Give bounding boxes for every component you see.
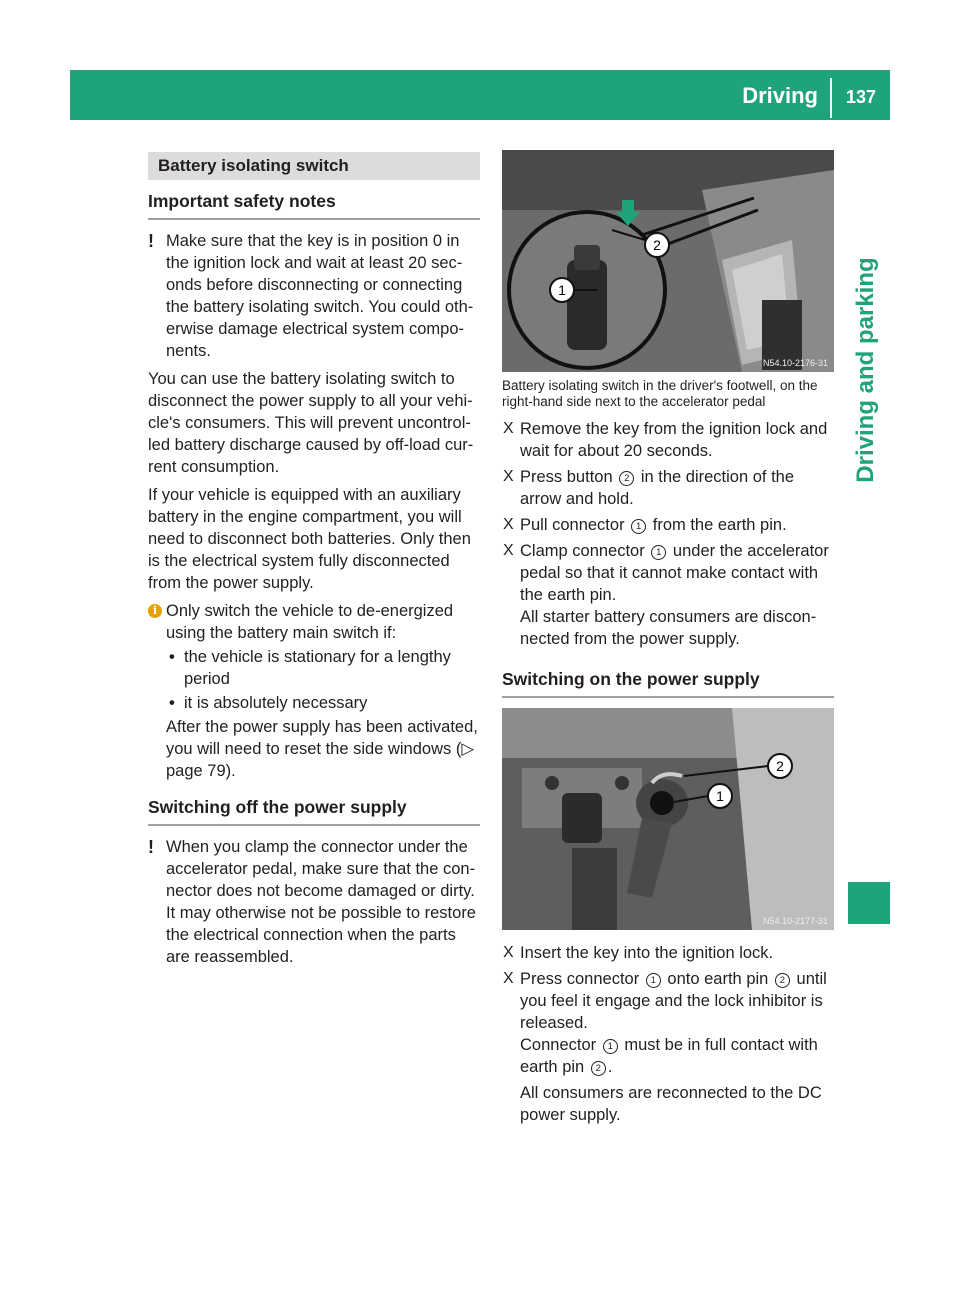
callout-marker: 1 (603, 1039, 618, 1054)
header-title: Driving (742, 83, 818, 108)
instruction-step: X Insert the key into the ignition lock. (503, 944, 774, 962)
page-header (70, 70, 890, 120)
callout-marker: 2 (591, 1061, 606, 1076)
chapter-tab-label: Driving and parking (852, 257, 879, 483)
instruction-step: X Press button 2 in the direction of the arrow and hold. (503, 468, 795, 508)
image-code: N54.10-2177-31 (762, 916, 828, 926)
warning-icon: ! (148, 231, 154, 251)
callout-marker: 2 (619, 471, 634, 486)
subheading-safety-notes: Important safety notes (148, 190, 480, 220)
step-icon: X (503, 944, 514, 961)
callout-1: 1 (716, 788, 724, 804)
callout-marker: 1 (646, 973, 661, 988)
callout-2: 2 (653, 237, 661, 253)
warning-note (148, 836, 480, 968)
instruction-step: X Remove the key from the ignition lock and wait for about 20 seconds. (503, 420, 828, 460)
image-code: N54.10-2176-31 (762, 358, 828, 368)
step-result: All starter battery consumers are discon-nected from the power supply. (520, 608, 817, 648)
callout-marker: 1 (631, 519, 646, 534)
warning-icon: ! (148, 837, 154, 857)
callout-marker: 1 (651, 545, 666, 560)
page-reference[interactable]: (▷ page 79). (166, 740, 475, 780)
step-icon: X (503, 542, 514, 559)
info-icon: i (148, 604, 162, 618)
footwell-illustration (502, 150, 834, 372)
instruction-step: X Pull connector 1 from the earth pin. (503, 516, 787, 534)
paragraph: If your vehicle is equipped with an auxiliary battery in the engine compartment, you will need to disconnect both batteries. Only then is the electrical system fully disconnected from the power supply. (148, 486, 471, 592)
step-detail: Connector 1 must be in full contact with earth pin 2 . (520, 1036, 818, 1076)
figure-caption: Battery isolating switch in the driver's footwell, on the right-hand side next to the accelerator pedal (502, 378, 818, 409)
subheading-power-off: Switching off the power supply (148, 796, 480, 826)
callout-2: 2 (776, 758, 784, 774)
step-icon: X (503, 420, 514, 437)
subheading-power-on: Switching on the power supply (502, 668, 834, 698)
step-icon: X (503, 468, 514, 485)
info-after-text: After the power supply has been activated, you will need to reset the side windows (▷ page 79). (166, 718, 478, 780)
step-icon: X (503, 970, 514, 987)
footwell-photo (502, 150, 834, 372)
left-column (148, 150, 480, 974)
section-title: Battery isolating switch (148, 152, 480, 180)
paragraph: You can use the battery isolating switch to disconnect the power supply to all your vehi-cle's consumers. This will prevent uncontrol-led battery discharge caused by off-load cur-rent consumption. (148, 370, 474, 476)
instruction-step: X Clamp connector 1 under the accelerator pedal so that it cannot make contact with the earth pin. All starter battery consumers are discon-nected from the power supply. (502, 540, 834, 650)
instruction-step: X Press connector 1 onto earth pin 2 until you feel it engage and the lock inhibitor is released. Connector 1 must be in full contact with earth pin 2 . All consumers are reconnected to the DC power supply. (502, 968, 834, 1126)
bullet-icon: • (169, 694, 175, 712)
info-note (148, 600, 480, 782)
step-result: All consumers are reconnected to the DC power supply. (520, 1084, 822, 1124)
warning-text: Make sure that the key is in position 0 in the ignition lock and wait at least 20 sec-onds before disconnecting or connecting the battery isolating switch. You could oth-erwise damage electrical system compo-nents. (166, 232, 474, 360)
bullet-icon: • (169, 648, 175, 666)
callout-1: 1 (558, 282, 566, 298)
list-item: • the vehicle is stationary for a lengthy period (169, 648, 451, 688)
list-item: • it is absolutely necessary (169, 694, 368, 712)
earth-pin-illustration (502, 708, 834, 930)
right-column (502, 150, 834, 1130)
earth-pin-photo (502, 708, 834, 930)
chapter-tab (842, 240, 890, 500)
header-divider (830, 78, 832, 118)
step-icon: X (503, 516, 514, 533)
page-number: 137 (845, 87, 876, 107)
info-text: Only switch the vehicle to de-energized using the battery main switch if: (166, 602, 454, 642)
warning-text: When you clamp the connector under the accelerator pedal, make sure that the con-nector does not become damaged or dirty. It may otherwise not be possible to restore the electrical connection when the parts are reassembled. (166, 838, 476, 966)
chapter-marker (848, 882, 890, 924)
callout-marker: 2 (775, 973, 790, 988)
warning-note (148, 230, 480, 362)
